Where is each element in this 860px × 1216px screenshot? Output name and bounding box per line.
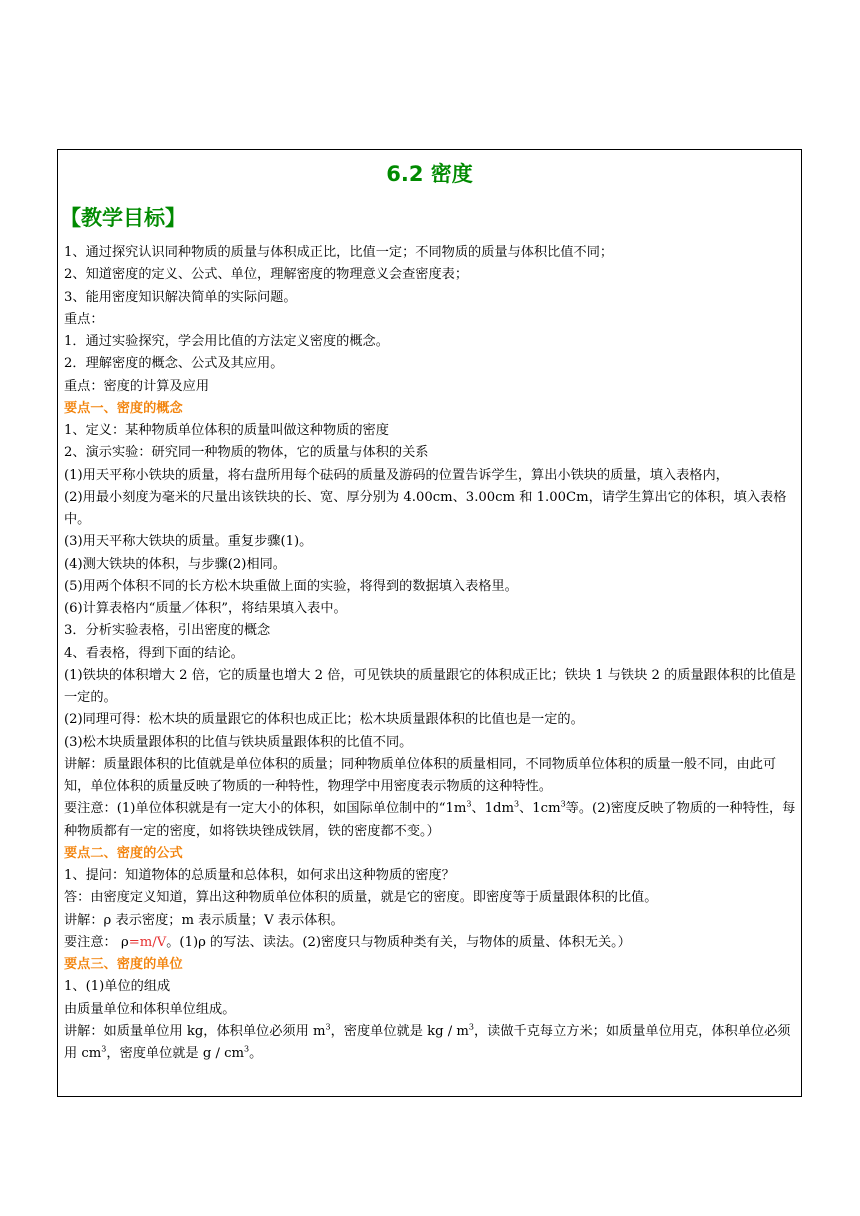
superscript-3: 3	[466, 799, 472, 809]
body-line: 1、通过探究认识同种物质的质量与体积成正比，比值一定；不同物质的质量与体积比值不同；	[64, 245, 614, 260]
document-body	[64, 242, 798, 1065]
body-lines	[64, 242, 798, 798]
page-title: 6.2 密度	[386, 162, 473, 186]
body-line: (4)测大铁块的体积，与步骤(2)相同。	[64, 556, 286, 572]
body-line: (2)用最小刻度为毫米的尺量出该铁块的长、宽、厚分别为 4.00cm、3.00cm 和 1.00Cm，请学生算出它的体积，填入表格中。	[64, 489, 787, 527]
section-heading-teaching-goals: 【教学目标】	[60, 206, 186, 230]
unit-text-b: ，密度单位就是 kg / m	[330, 1023, 469, 1039]
section-heading-formula: 要点二、密度的公式	[64, 845, 183, 861]
formula-line: 讲解：ρ 表示密度；m 表示质量；V 表示体积。	[64, 912, 344, 928]
superscript-3: 3	[560, 799, 566, 809]
superscript-3: 3	[325, 1022, 331, 1032]
formula-note-prefix: 要注意： ρ	[64, 934, 129, 950]
document-frame	[57, 149, 802, 1097]
note-text-2: 、1dm	[471, 801, 515, 817]
body-line: 讲解：质量跟体积的比值就是单位体积的质量；同种物质单位体积的质量相同，不同物质单位体积的质量一般不同，由此可知，单位体积的质量反映了物质的一种特性，物理学中用密度表示物质的这种特性。	[64, 756, 777, 794]
superscript-3: 3	[244, 1044, 250, 1054]
unit-explanation	[64, 1021, 798, 1066]
superscript-3: 3	[101, 1044, 107, 1054]
body-line: 2、演示实验：研究同一种物质的物体，它的质量与体积的关系	[64, 445, 429, 461]
body-line: 重点：	[64, 311, 104, 327]
note-text-3: 、1cm	[519, 801, 561, 817]
body-line: (5)用两个体积不同的长方松木块重做上面的实验，将得到的数据填入表格里。	[64, 578, 518, 594]
body-line: 3、能用密度知识解决简单的实际问题。	[64, 289, 297, 305]
superscript-3: 3	[514, 799, 520, 809]
superscript-3: 3	[468, 1022, 474, 1032]
body-line: 重点：密度的计算及应用	[64, 378, 210, 394]
section-heading-unit: 要点三、密度的单位	[64, 957, 183, 972]
body-line: (3)松木块质量跟体积的比值与铁块质量跟体积的比值不同。	[64, 734, 413, 750]
body-line: 2、知道密度的定义、公式、单位，理解密度的物理意义会查密度表；	[64, 267, 469, 283]
unit-line: 由质量单位和体积单位组成。	[64, 1001, 236, 1017]
formula-note-suffix: 。(1)ρ 的写法、读法。(2)密度只与物质种类有关，与物体的质量、体积无关。）	[166, 934, 631, 950]
body-line: 1、定义：某种物质单位体积的质量叫做这种物质的密度	[64, 423, 389, 438]
formula-line: 答：由密度定义知道，算出这种物质单位体积的质量，就是它的密度。即密度等于质量跟体积的比值。	[64, 890, 658, 906]
body-line: (3)用天平称大铁块的质量。重复步骤(1)。	[64, 534, 313, 550]
note-text-1: 要注意：(1)单位体积就是有一定大小的体积，如国际单位制中的“1m	[64, 801, 467, 817]
body-line: (2)同理可得：松木块的质量跟它的体积也成正比；松木块质量跟体积的比值也是一定的。	[64, 712, 584, 728]
formula-line: 1、提问：知道物体的总质量和总体积，如何求出这种物质的密度？	[64, 868, 455, 883]
body-line: 2．理解密度的概念、公式及其应用。	[64, 356, 284, 372]
body-line: 3．分析实验表格，引出密度的概念	[64, 623, 271, 639]
body-line: (1)铁块的体积增大 2 倍，它的质量也增大 2 倍，可见铁块的质量跟它的体积成正比；铁块 1 与铁块 2 的质量跟体积的比值是一定的。	[64, 667, 796, 705]
unit-text-e: 。	[249, 1046, 263, 1061]
body-line: 4、看表格，得到下面的结论。	[64, 645, 244, 661]
unit-text-d: ，密度单位就是 g / cm	[106, 1046, 245, 1061]
body-line: (6)计算表格内“质量／体积”，将结果填入表中。	[64, 601, 347, 616]
formula-note	[64, 932, 798, 954]
unit-text-a: 讲解：如质量单位用 kg，体积单位必须用 m	[64, 1023, 326, 1039]
body-line: 1．通过实验探究，学会用比值的方法定义密度的概念。	[64, 334, 389, 349]
unit-line: 1、(1)单位的组成	[64, 979, 171, 995]
section-heading-concept: 要点一、密度的概念	[64, 400, 183, 416]
note-paragraph	[64, 798, 798, 843]
note-text-4: 等。(2)密度反映了物质的一种特性，每种物质都有一定的密度，如将铁块锉成铁屑，铁的密度都不变。）	[64, 801, 796, 839]
unit-text-c: ，读做千克每立方米；如质量单位用克，体积单位必须用 cm	[64, 1023, 791, 1061]
density-formula: =m/V	[128, 934, 167, 950]
body-line: (1)用天平称小铁块的质量，将右盘所用每个砝码的质量及游码的位置告诉学生，算出小铁块的质量，填入表格内，	[64, 467, 729, 483]
